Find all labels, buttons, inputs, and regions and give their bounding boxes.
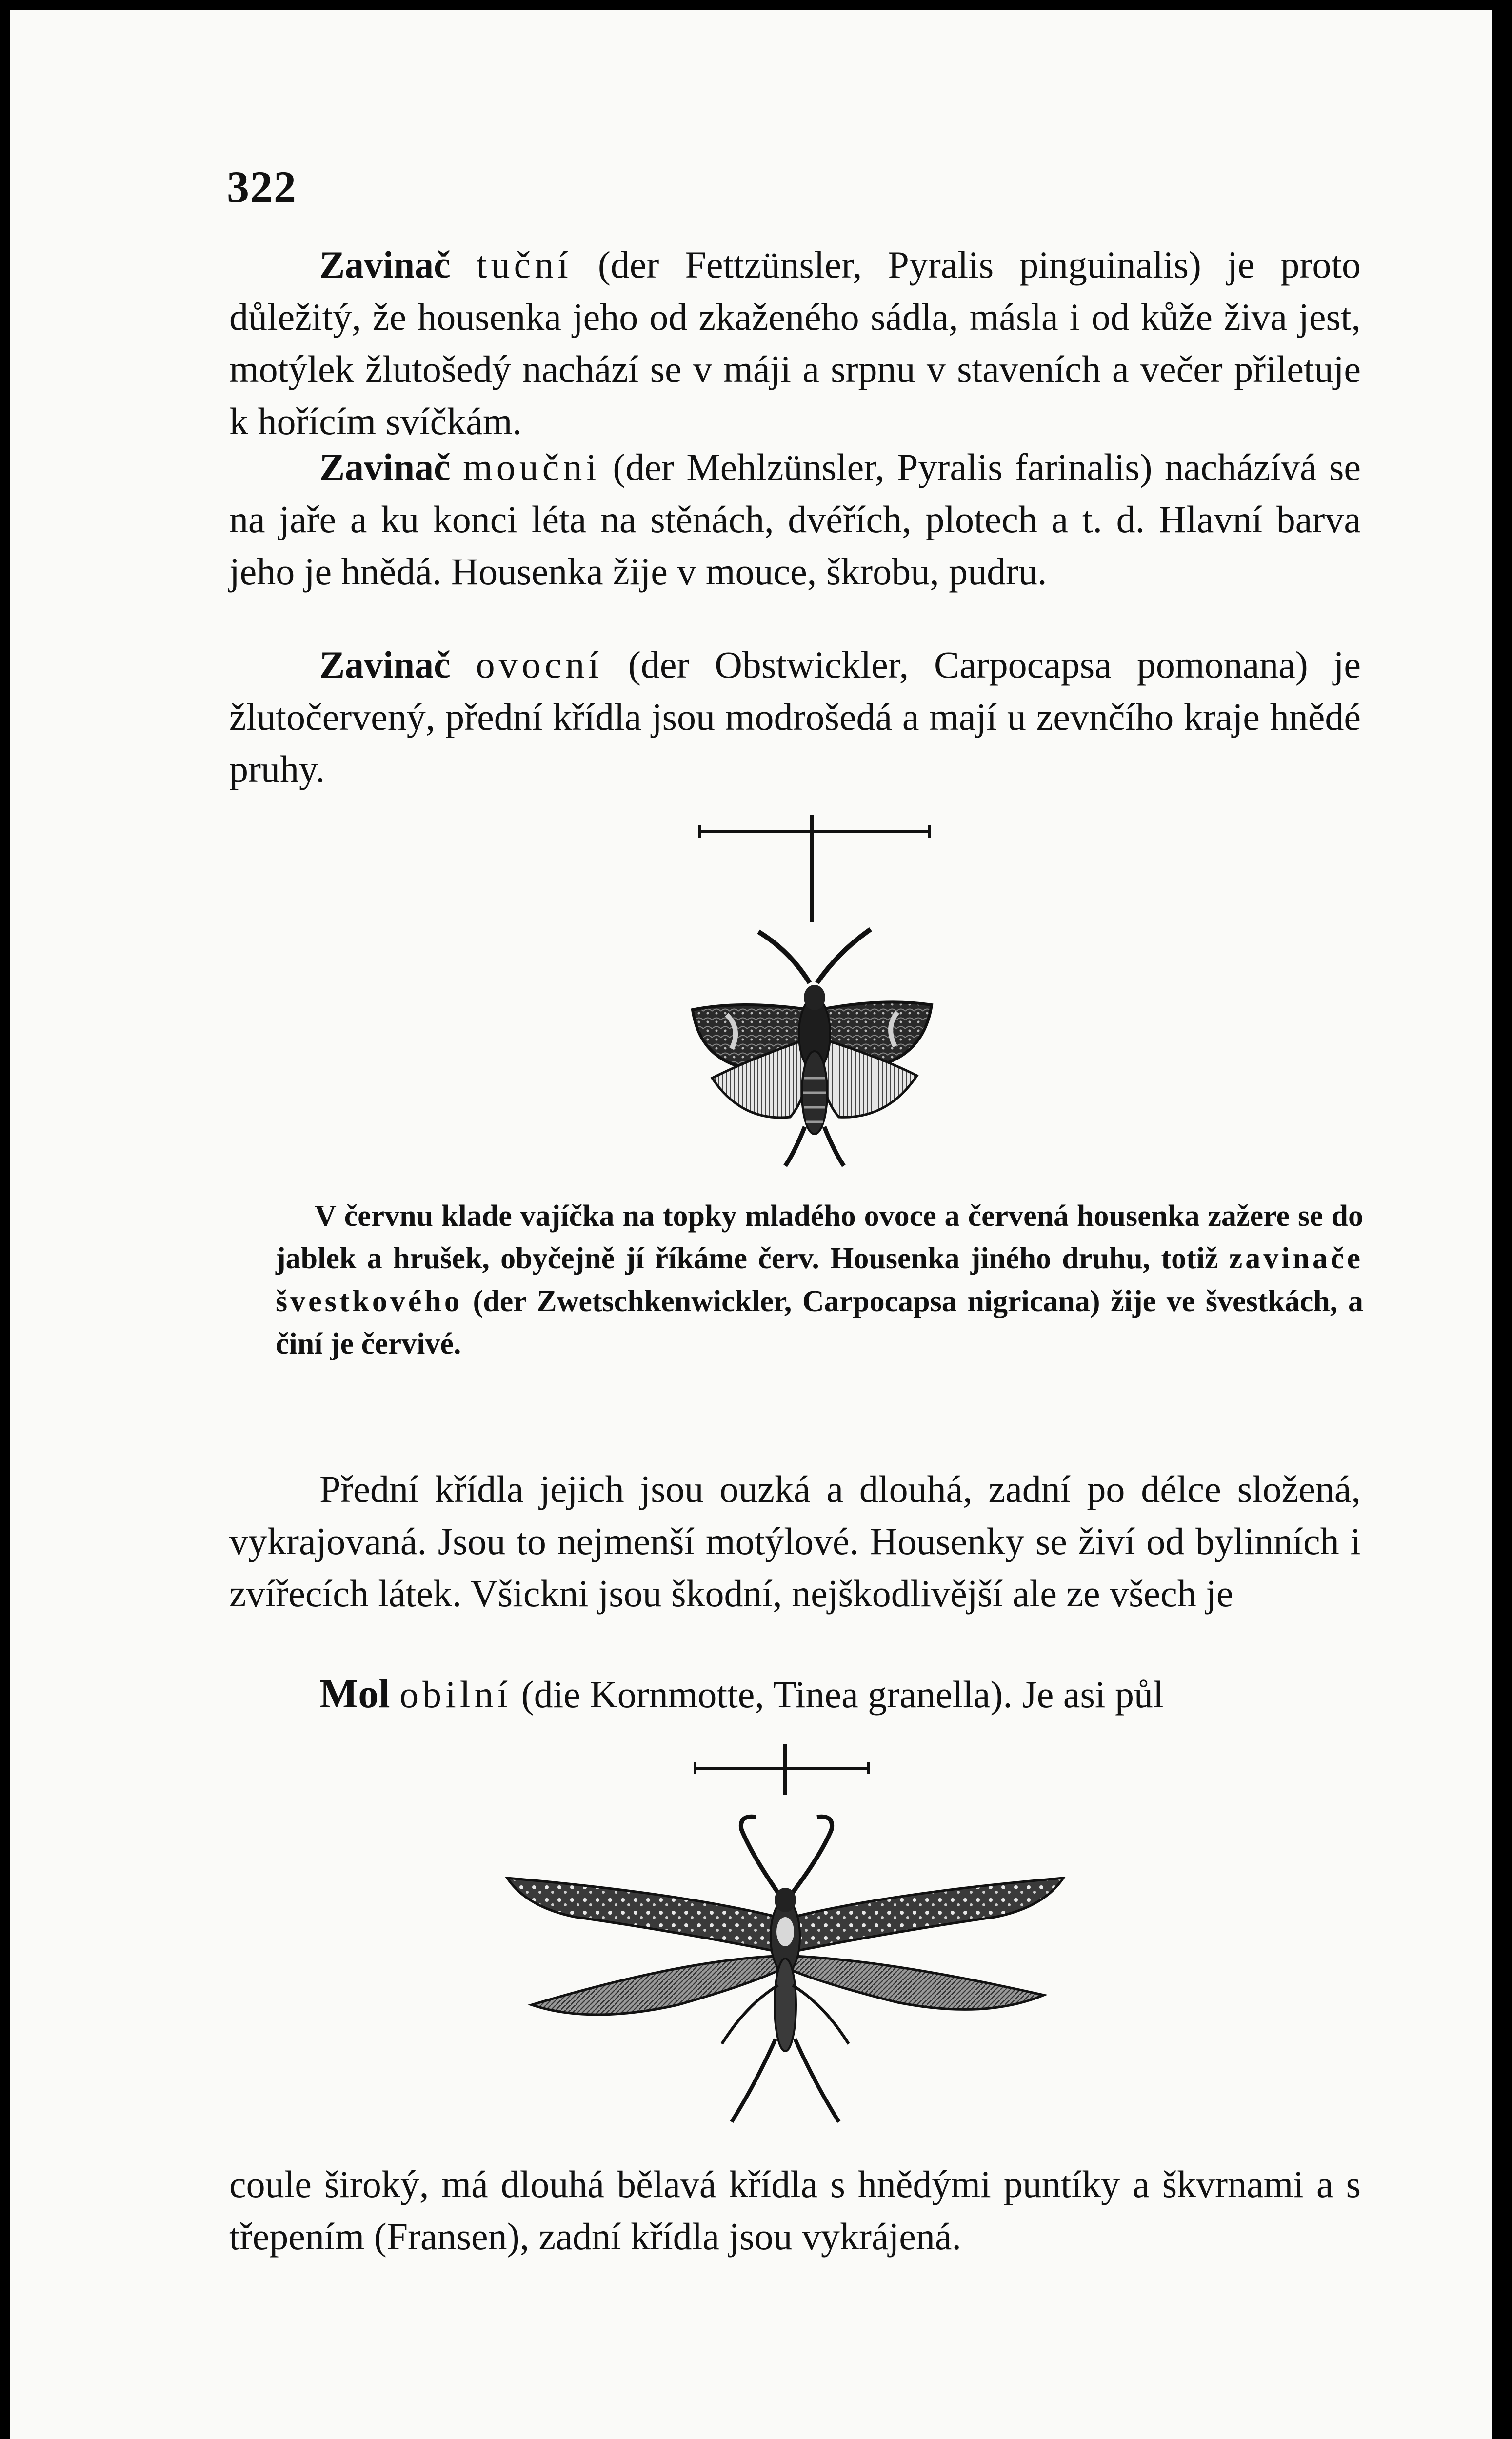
paragraph-zavinac-tucni <box>229 239 1361 447</box>
moth-figure <box>693 929 932 1166</box>
size-indicator <box>700 815 929 922</box>
note-text: V červnu klade vajíčka na topky mladého ovoce a červená housenka zažere se do jablek a hrušek, obyčejně jí říkáme červ. Housenka jiného druhu, totiž <box>276 1200 1363 1276</box>
codling-moth-illustration <box>580 805 1044 1176</box>
term-mol: Mol <box>319 1671 390 1717</box>
term-kind: ovocní <box>476 643 603 686</box>
paragraph-text: (der Fettzünsler, Pyralis pinguinalis) je proto důležitý, že housenka jeho od zkaženého sádla, másla i od kůže živa jest, motýlek žlutošedý nachází se v máji a srpnu v staveních a večer přiletuje k hořícím svíčkám. <box>229 243 1361 442</box>
term-zavinac-svestkovy: zavinače švestkového <box>276 1242 1363 1318</box>
paragraph-moli-description <box>229 1463 1361 1620</box>
paragraph-text: (der Mehlzünsler, Pyralis farinalis) nacházívá se na jaře a ku konci léta na stěnách, dvéřích, plotech a t. d. Hlavní barva jeho je hnědá. Housenka žije v mouce, škrobu, pudru. <box>229 446 1361 593</box>
paragraph-zavinac-moucni <box>229 441 1361 598</box>
paragraph-text: coule široký, má dlouhá bělavá křídla s hnědými puntíky a škvrnami a s třepením (Fransen), zadní křídla jsou vykrájená. <box>229 2163 1361 2258</box>
paragraph-mol-obilni <box>229 1666 1361 1722</box>
book-page <box>10 10 1492 2439</box>
paragraph-plum-moth-note <box>276 1195 1363 1366</box>
paragraph-text: Přední křídla jejich jsou ouzká a dlouhá, zadní po délce složená, vykrajovaná. Jsou to nejmenší motýlové. Housenky se živí od bylinních i zvířecích látek. Všickni jsou škodní, nejškodlivější ale ze všech je <box>229 1468 1361 1615</box>
grain-moth-illustration <box>493 1732 1102 2156</box>
term-zavinac: Zavinač <box>319 446 451 488</box>
size-indicator <box>695 1744 868 1795</box>
paragraph-text: (die Kornmotte, Tinea granella). Je asi půl <box>512 1673 1164 1716</box>
page-number: 322 <box>227 162 297 212</box>
moth-figure <box>507 1817 1063 2122</box>
paragraph-text: (der Obstwickler, Carpocapsa pomonana) je žlutočervený, přední křídla jsou modrošedá a mají u zevnčího kraje hnědé pruhy. <box>229 643 1361 790</box>
term-kind: obilní <box>399 1673 512 1716</box>
term-kind: tuční <box>476 243 572 286</box>
term-zavinac: Zavinač <box>319 243 451 286</box>
note-text-end: (der Zwetschkenwickler, Carpocapsa nigricana) žije ve švestkách, a činí je červivé. <box>276 1284 1363 1361</box>
term-zavinac: Zavinač <box>319 643 451 686</box>
paragraph-mol-obilni-continued <box>229 2159 1361 2263</box>
term-kind: moučni <box>463 446 601 488</box>
paragraph-zavinac-ovocni <box>229 639 1361 796</box>
